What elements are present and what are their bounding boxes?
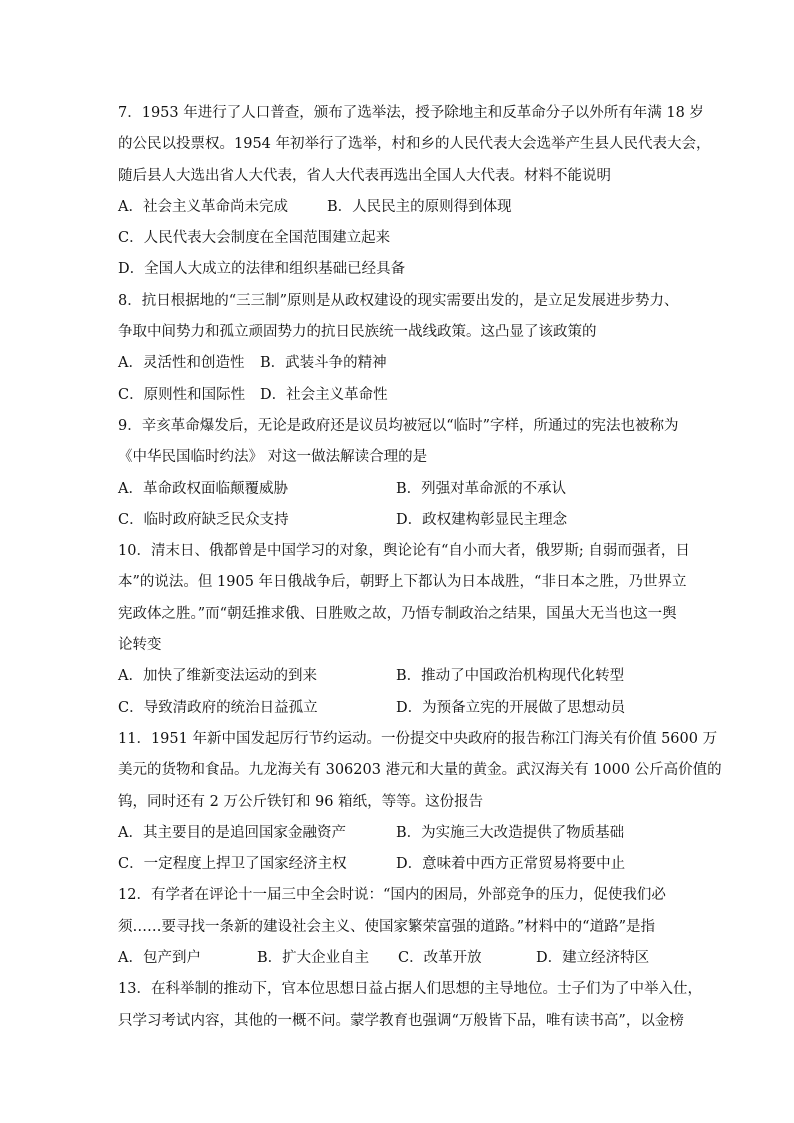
q10-options-row-1 [118,661,680,692]
q12-options-row [118,943,680,974]
q9-options-row-2 [118,505,680,536]
q10-stem-line-1: 10．清末日、俄都曾是中国学习的对象，舆论论有“自小而大者，俄罗斯; 自弱而强者，日 [118,543,690,560]
q11-stem-line-2: 美元的货物和食品。九龙海关有 306203 港元和大量的黄金。武汉海关有 1000 公斤高价值的 [118,762,722,779]
q8-options-row-2 [118,380,680,411]
q8-options-row-1 [118,348,680,379]
q12-option-c: C．改革开放 [398,950,482,967]
q11-options-row-2 [118,849,680,880]
q11-option-d: D．意味着中西方正常贸易将要中止 [396,856,626,873]
q8-stem-line-2: 争取中间势力和孤立顽固势力的抗日民族统一战线政策。这凸显了该政策的 [118,324,597,341]
q11-options-row-1 [118,818,680,849]
q8-option-b: B．武装斗争的精神 [260,355,387,372]
q12-option-a: A．包产到户 [118,950,201,967]
q9-options-row-1 [118,474,680,505]
q10-option-d: D．为预备立宪的开展做了思想动员 [396,699,626,716]
q9-option-c: C．临时政府缺乏民众支持 [118,511,289,528]
q9-option-b: B．列强对革命派的不承认 [396,480,567,497]
q7-stem-line-3: 随后县人大选出省人大代表，省人大代表再选出全国人大代表。材料不能说明 [118,167,611,184]
q11-option-b: B．为实施三大改造提供了物质基础 [396,824,625,841]
q10-option-a: A．加快了维新变法运动的到来 [118,668,317,685]
q12-stem-line-1: 12．有学者在评论十一届三中全会时说：“国内的困局，外部竞争的压力，促使我们必 [118,887,666,904]
exam-page [118,98,722,1037]
q9-option-a: A．革命政权面临颠覆威胁 [118,480,288,497]
q10-stem-line-4: 论转变 [118,637,162,654]
q8-option-a: A．灵活性和创造性 [118,355,245,372]
q8-stem-line-1: 8．抗日根据地的“三三制”原则是从政权建设的现实需要出发的，是立足发展进步势力、 [118,292,679,309]
q7-option-a: A．社会主义革命尚未完成 [118,198,288,215]
q11-stem-line-3: 钨，同时还有 2 万公斤铁钉和 96 箱纸，等等。这份报告 [118,793,484,810]
q7-option-b: B．人民民主的原则得到体现 [327,198,512,215]
q10-stem-line-2: 本”的说法。但 1905 年日俄战争后，朝野上下都认为日本战胜，“非日本之胜，乃世界立 [118,574,687,591]
q7-stem-line-1: 7．1953 年进行了人口普查，颁布了选举法，授予除地主和反革命分子以外所有年满 18 岁 [118,105,704,121]
q13-stem-line-1: 13．在科举制的推动下，官本位思想日益占据人们思想的主导地位。士子们为了中举入仕， [118,981,702,998]
q10-stem-line-3: 宪政体之胜。”而“朝廷推求俄、日胜败之故，乃悟专制政治之结果，国虽大无当也这一舆 [118,605,677,622]
q7-stem-line-2: 的公民以投票权。1954 年初举行了选举，村和乡的人民代表大会选举产生县人民代表大会， [118,136,711,153]
q12-option-b: B．扩大企业自主 [257,950,370,967]
q12-option-d: D．建立经济特区 [536,950,650,967]
q7-option-c: C．人民代表大会制度在全国范围建立起来 [118,230,391,247]
q8-option-c: C．原则性和国际性 [118,386,246,403]
q7-option-d: D．全国人大成立的法律和组织基础已经具备 [118,261,406,278]
q13-stem-line-2: 只学习考试内容，其他的一概不问。蒙学教育也强调“万般皆下品，唯有读书高”，以金榜 [118,1012,684,1029]
q10-options-row-2 [118,693,680,724]
q10-option-b: B．推动了中国政治机构现代化转型 [396,668,625,685]
q12-stem-line-2: 须……要寻找一条新的建设社会主义、使国家繁荣富强的道路。”材料中的“道路”是指 [118,918,655,935]
q9-option-d: D．政权建构彰显民主理念 [396,511,568,528]
q9-stem-line-2: 《中华民国临时约法》 对这一做法解读合理的是 [118,449,428,466]
q8-option-d: D．社会主义革命性 [260,386,388,403]
q7-options-row-1 [118,192,680,223]
q9-stem-line-1: 9．辛亥革命爆发后，无论是政府还是议员均被冠以“临时”字样，所通过的宪法也被称为 [118,417,679,434]
q10-option-c: C．导致清政府的统治日益孤立 [118,699,318,716]
q11-option-a: A．其主要目的是追回国家金融资产 [118,824,346,841]
q11-option-c: C．一定程度上捍卫了国家经济主权 [118,856,347,873]
q11-stem-line-1: 11．1951 年新中国发起厉行节约运动。一份提交中央政府的报告称江门海关有价值 5600 万 [118,730,718,747]
